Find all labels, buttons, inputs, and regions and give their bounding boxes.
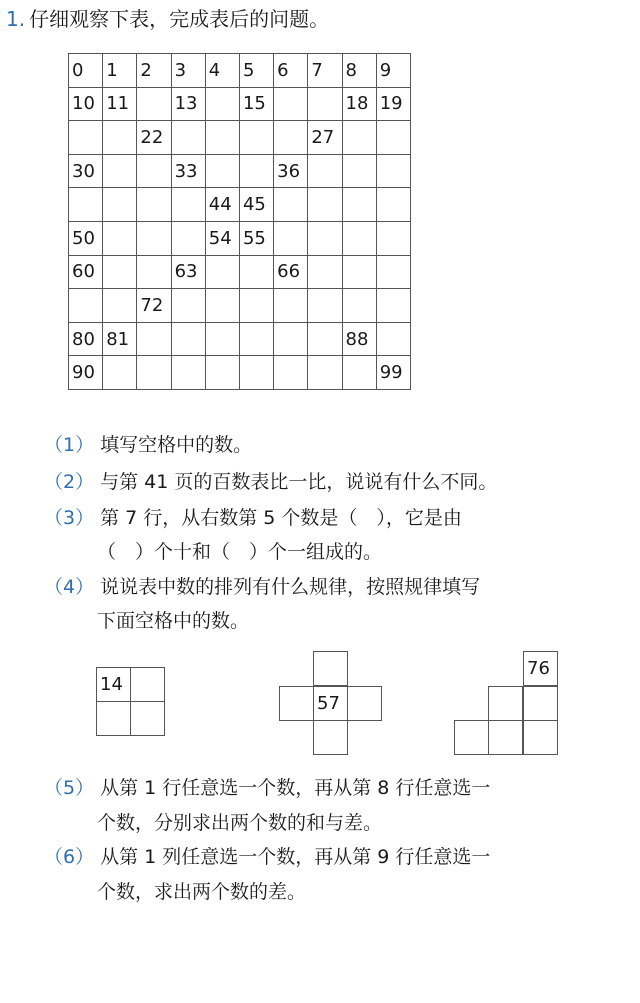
item-5-number: （5） (44, 777, 95, 799)
table-cell (376, 154, 410, 188)
table-cell (103, 154, 137, 188)
table-cell: 30 (69, 154, 103, 188)
table-row (69, 87, 411, 121)
table-cell: 81 (103, 322, 137, 356)
table-cell (171, 188, 205, 222)
question-title (6, 6, 329, 32)
table-cell (171, 289, 205, 323)
table-cell (308, 154, 342, 188)
table-cell (137, 188, 171, 222)
table-cell: 99 (376, 356, 410, 390)
table-row (69, 289, 411, 323)
table-cell (274, 221, 308, 255)
question-text: 仔细观察下表，完成表后的问题。 (29, 7, 330, 31)
table-cell (137, 255, 171, 289)
table-cell: 27 (308, 121, 342, 155)
table-cell (308, 356, 342, 390)
puzzle-2-cell (347, 686, 382, 721)
table-cell (274, 121, 308, 155)
table-row (69, 356, 411, 390)
table-cell (274, 356, 308, 390)
table-cell (239, 121, 273, 155)
item-6 (44, 840, 490, 874)
table-cell (342, 356, 376, 390)
table-cell (376, 188, 410, 222)
table-cell: 8 (342, 54, 376, 88)
puzzle-1-cell (96, 701, 131, 736)
item-5-continuation: 个数，分别求出两个数的和与差。 (97, 812, 383, 834)
table-cell: 1 (103, 54, 137, 88)
item-4-text: 说说表中数的排列有什么规律，按照规律填写 (100, 576, 481, 598)
puzzle-3-cell (454, 720, 489, 755)
table-cell (308, 289, 342, 323)
table-cell: 88 (342, 322, 376, 356)
table-cell (239, 289, 273, 323)
puzzle-3-cell (523, 686, 558, 721)
table-cell: 7 (308, 54, 342, 88)
puzzle-3-cell (488, 686, 523, 721)
table-cell: 4 (205, 54, 239, 88)
table-cell (103, 221, 137, 255)
table-cell: 13 (171, 87, 205, 121)
table-cell (205, 356, 239, 390)
item-2-number: （2） (44, 471, 95, 493)
table-cell: 80 (69, 322, 103, 356)
table-cell (103, 255, 137, 289)
puzzle-1-cell (130, 701, 165, 736)
table-cell (274, 322, 308, 356)
item-4-continuation: 下面空格中的数。 (97, 610, 250, 632)
table-cell (308, 221, 342, 255)
table-cell (308, 322, 342, 356)
item-4 (44, 570, 480, 604)
table-cell (239, 322, 273, 356)
table-cell (239, 255, 273, 289)
puzzle-1-cell: 14 (96, 667, 131, 702)
table-cell: 22 (137, 121, 171, 155)
table-cell (103, 188, 137, 222)
table-cell: 60 (69, 255, 103, 289)
table-cell (69, 289, 103, 323)
table-cell (205, 87, 239, 121)
table-cell (205, 255, 239, 289)
table-cell: 0 (69, 54, 103, 88)
item-3 (44, 501, 462, 535)
puzzle-2-cell (313, 720, 348, 755)
table-cell (205, 289, 239, 323)
table-cell (274, 289, 308, 323)
table-cell: 2 (137, 54, 171, 88)
table-row (69, 255, 411, 289)
item-3-number: （3） (44, 507, 95, 529)
puzzle-3-cell: 76 (523, 651, 558, 686)
puzzle-1-cell (130, 667, 165, 702)
item-6-number: （6） (44, 846, 95, 868)
table-cell (308, 188, 342, 222)
item-2-text: 与第 41 页的百数表比一比，说说有什么不同。 (100, 471, 498, 493)
puzzle-3-cell (523, 720, 558, 755)
table-cell (274, 188, 308, 222)
question-number: 1. (6, 7, 26, 31)
table-row (69, 322, 411, 356)
table-cell (103, 289, 137, 323)
item-3-text: 第 7 行，从右数第 5 个数是（ ），它是由 (100, 507, 462, 529)
table-cell (376, 221, 410, 255)
table-row (69, 154, 411, 188)
table-cell (137, 356, 171, 390)
table-cell (342, 188, 376, 222)
table-cell (376, 322, 410, 356)
table-row (69, 54, 411, 88)
table-cell: 5 (239, 54, 273, 88)
item-5-text: 从第 1 行任意选一个数，再从第 8 行任意选一 (100, 777, 491, 799)
item-4-number: （4） (44, 576, 95, 598)
table-cell: 55 (239, 221, 273, 255)
table-cell (308, 87, 342, 121)
item-6-continuation: 个数，求出两个数的差。 (97, 881, 307, 903)
table-cell: 66 (274, 255, 308, 289)
table-cell (376, 255, 410, 289)
puzzle-2-cell (313, 651, 348, 686)
item-6-text: 从第 1 列任意选一个数，再从第 9 行任意选一 (100, 846, 491, 868)
item-5 (44, 771, 490, 805)
table-cell (308, 255, 342, 289)
puzzle-2-cell (279, 686, 314, 721)
table-cell (137, 322, 171, 356)
table-cell (137, 154, 171, 188)
table-cell (342, 121, 376, 155)
item-1 (44, 428, 252, 462)
puzzle-3-cell (488, 720, 523, 755)
table-cell: 6 (274, 54, 308, 88)
table-cell (342, 289, 376, 323)
table-cell (239, 154, 273, 188)
table-cell: 11 (103, 87, 137, 121)
table-row (69, 188, 411, 222)
table-cell (103, 121, 137, 155)
table-cell (239, 356, 273, 390)
item-1-number: （1） (44, 434, 95, 456)
table-cell: 45 (239, 188, 273, 222)
table-row (69, 121, 411, 155)
table-cell: 18 (342, 87, 376, 121)
table-cell: 19 (376, 87, 410, 121)
table-cell (137, 221, 171, 255)
table-cell (171, 356, 205, 390)
table-cell (342, 255, 376, 289)
table-cell: 33 (171, 154, 205, 188)
table-cell: 72 (137, 289, 171, 323)
table-cell: 36 (274, 154, 308, 188)
table-cell: 50 (69, 221, 103, 255)
table-cell (171, 121, 205, 155)
table-cell (376, 121, 410, 155)
table-cell: 10 (69, 87, 103, 121)
table-cell (171, 221, 205, 255)
table-cell: 90 (69, 356, 103, 390)
table-cell: 54 (205, 221, 239, 255)
table-cell (205, 154, 239, 188)
table-cell (274, 87, 308, 121)
puzzle-2-cell: 57 (313, 686, 348, 721)
hundred-table (68, 53, 411, 390)
table-cell (342, 154, 376, 188)
table-cell (137, 87, 171, 121)
table-cell (342, 221, 376, 255)
table-cell (69, 121, 103, 155)
table-cell: 9 (376, 54, 410, 88)
item-3-continuation: （ ）个十和（ ）个一组成的。 (97, 541, 383, 563)
item-1-text: 填写空格中的数。 (100, 434, 253, 456)
table-cell (376, 289, 410, 323)
table-cell: 63 (171, 255, 205, 289)
table-cell: 15 (239, 87, 273, 121)
table-cell (171, 322, 205, 356)
table-cell (103, 356, 137, 390)
table-cell (205, 322, 239, 356)
item-2 (44, 465, 497, 499)
table-cell: 3 (171, 54, 205, 88)
table-cell (69, 188, 103, 222)
table-cell: 44 (205, 188, 239, 222)
table-row (69, 221, 411, 255)
table-cell (205, 121, 239, 155)
